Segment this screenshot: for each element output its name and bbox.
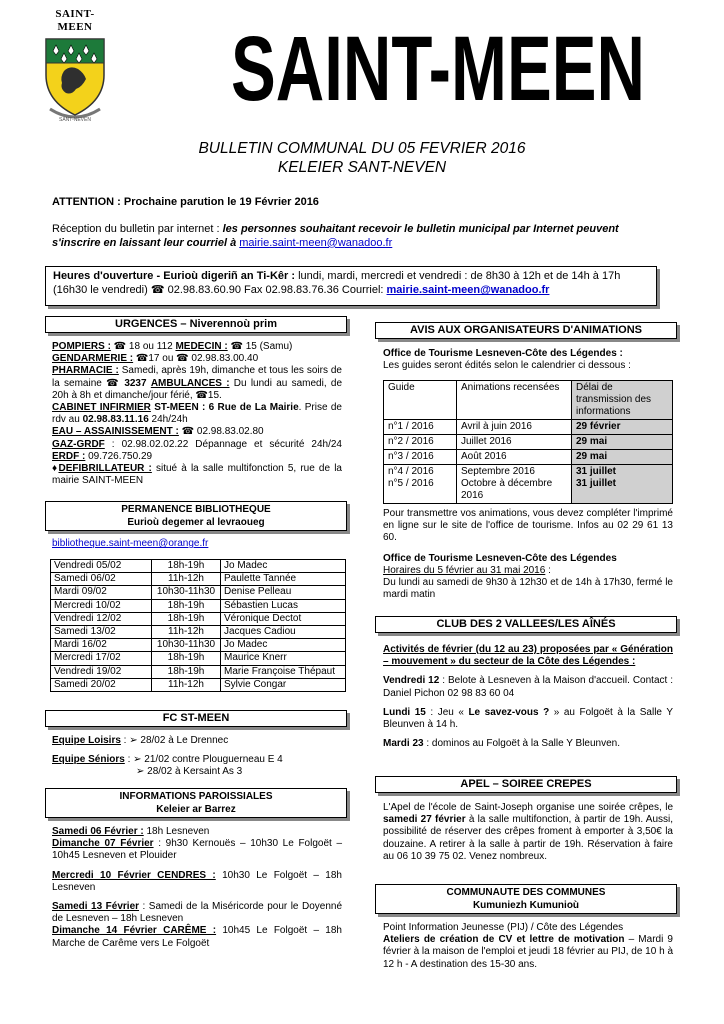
opening-hours-box: [45, 266, 657, 306]
defib-label: DEFIBRILLATEUR :: [58, 462, 152, 474]
infirmier-tail: 24h/24h: [148, 414, 188, 426]
medecin-label: MEDECIN :: [175, 341, 228, 352]
club-line2-text: : Jeu «: [425, 706, 469, 718]
seniors-label: Equipe Séniors: [52, 754, 125, 766]
bib-date-cell: Vendredi 05/02: [51, 560, 152, 573]
apel-text1: L'Apel de l'école de Saint-Joseph organise une soirée crêpes, le: [383, 802, 673, 813]
bib-time-cell: 18h-19h: [152, 612, 221, 625]
paroisse-line2-text: : 9h30 Kernouës – 10h30 Le Folgoët – 10h45 Lesneven et Plouider: [52, 838, 343, 862]
guide-guide-cell: n°1 / 2016: [384, 420, 457, 435]
office2-hours: Horaires du 5 février au 31 mai 2016: [383, 564, 546, 576]
seniors-text2: ➢ 28/02 à Kersaint As 3: [136, 766, 243, 778]
paroisse-line5-text: 10h45 Le Folgoët – 18h Marche de Carême vers Le Folgoët: [52, 925, 342, 949]
paroisse-line4-text: : Samedi de la Miséricorde pour le Doyenné de Lesneven – 18h Lesneven: [52, 900, 343, 925]
office2-text: Du lundi au samedi de 9h30 à 12h30 et de 14h à 17h30, fermé le mardi matin: [383, 576, 673, 601]
medecin-text: ☎ 15 (Samu): [227, 341, 293, 352]
guide-animations-cell: Septembre 2016 Octobre à décembre 2016: [457, 465, 572, 504]
gendarmerie-label: GENDARMERIE :: [52, 353, 134, 365]
infirmier-address: ST-MEEN : 6 Rue de La Mairie: [150, 401, 299, 413]
table-row: [51, 626, 346, 639]
bib-name-cell: Denise Pelleau: [221, 586, 346, 599]
bib-name-cell: Marie Françoise Thépaut: [221, 665, 346, 678]
office2-label: Office de Tourisme Lesneven-Côte des Légendes: [383, 552, 617, 564]
defibrillator-icon: ♦: [52, 462, 59, 474]
reception-email-link[interactable]: mairie.saint-meen@wanadoo.fr: [239, 236, 393, 249]
table-row: [51, 665, 346, 678]
paroisse-header-line1: INFORMATIONS PAROISSIALES: [119, 791, 273, 802]
bibliotheque-schedule-table: [50, 559, 346, 692]
office-text: Les guides seront édités selon le calendrier ci dessous :: [383, 360, 631, 372]
fc-section: [52, 735, 342, 779]
ccomm-text1: Point Information Jeunesse (PIJ) / Côte des Légendes: [383, 922, 624, 933]
guides-head-animations: Animations recensées: [457, 381, 572, 420]
ccomm-ateliers: Ateliers de création de CV et lettre de motivation: [383, 934, 625, 946]
table-row: [51, 639, 346, 652]
attention-notice: ATTENTION : Prochaine parution le 19 Février 2016: [52, 196, 319, 208]
bib-time-cell: 10h30-11h30: [152, 586, 221, 599]
bib-date-cell: Samedi 20/02: [51, 678, 152, 691]
reception-notice: [52, 223, 662, 251]
transmit-text: Pour transmettre vos animations, vous devez compléter l'imprimé en ligne sur le site de l'office de tourisme. Infos au 02 29 61 13 60.: [383, 508, 673, 544]
paroisse-line4-label: Samedi 13 Février: [52, 900, 140, 912]
bib-time-cell: 18h-19h: [152, 652, 221, 665]
ccomm-header: [375, 884, 677, 914]
coat-of-arms-icon: [40, 35, 110, 123]
table-row: [51, 678, 346, 691]
office-label: Office de Tourisme Lesneven-Côte des Légendes :: [383, 348, 623, 359]
guides-head-delai: Délai de transmission des informations: [572, 381, 673, 420]
loisirs-text: : ➢ 28/02 à Le Drennec: [120, 735, 229, 746]
bib-date-cell: Mercredi 10/02: [51, 599, 152, 612]
guide-animations-cell: Juillet 2016: [457, 435, 572, 450]
bib-date-cell: Mardi 09/02: [51, 586, 152, 599]
apel-section: [383, 802, 673, 863]
paroisse-line3-label: Mercredi 10 Février CENDRES :: [52, 869, 216, 881]
eau-text: ☎ 02.98.83.02.80: [178, 426, 264, 438]
table-row: [51, 612, 346, 625]
bib-date-cell: Samedi 06/02: [51, 573, 152, 586]
table-row: [384, 420, 673, 435]
paroisse-line1-text: 18h Lesneven: [143, 826, 210, 837]
bib-time-cell: 10h30-11h30: [152, 639, 221, 652]
table-row: [384, 450, 673, 465]
hours-email-link[interactable]: mairie.saint-meen@wanadoo.fr: [386, 284, 550, 297]
office2-colon: :: [545, 564, 551, 576]
club-line3-label: Mardi 23: [383, 738, 424, 750]
avis-header: AVIS AUX ORGANISATEURS D'ANIMATIONS: [375, 322, 677, 339]
avis-section: [383, 348, 673, 372]
eau-label: EAU – ASSAINISSEMENT :: [52, 426, 179, 438]
ambulances-label: AMBULANCES :: [150, 377, 230, 389]
guide-animations-cell: Août 2016: [457, 450, 572, 465]
pharmacie-text: Samedi, après 19h, dimanche et tous les soirs de la semaine ☎: [52, 365, 342, 389]
table-row: [384, 465, 673, 504]
bibliotheque-email-link[interactable]: bibliotheque.saint-meen@orange.fr: [52, 538, 209, 549]
guide-guide-cell: n°2 / 2016: [384, 435, 457, 450]
avis-more: [383, 508, 673, 601]
club-line3-text: : dominos au Folgoët à la Salle Y Bleunven.: [423, 738, 621, 750]
club-line1-label: Vendredi 12: [383, 675, 440, 687]
gendarmerie-text: ☎17 ou ☎ 02.98.83.00.40: [133, 353, 259, 365]
guide-delai-cell: 29 février: [572, 420, 673, 435]
club-intro: Activités de février (du 12 au 23) proposées par « Génération – mouvement » du secteur de la Côte des Légendes :: [383, 644, 673, 668]
paroisse-line3-text: 10h30 Le Folgoët – 18h Lesneven: [52, 869, 342, 893]
commune-crest: [40, 8, 110, 123]
guides-head-guide: Guide: [384, 381, 457, 420]
guide-guide-cell: n°3 / 2016: [384, 450, 457, 465]
bib-name-cell: Sébastien Lucas: [221, 599, 346, 612]
guide-animations-cell: Avril à juin 2016: [457, 420, 572, 435]
infirmier-number: 02.98.83.11.16: [82, 414, 149, 426]
bib-time-cell: 18h-19h: [152, 665, 221, 678]
guide-guide-cell: n°4 / 2016 n°5 / 2016: [384, 465, 457, 504]
bibliotheque-header-line2: Eurioù degemer al levraoueg: [127, 517, 265, 528]
club-line2-label: Lundi 15: [383, 706, 426, 718]
bib-date-cell: Mardi 16/02: [51, 639, 152, 652]
bib-name-cell: Jacques Cadiou: [221, 626, 346, 639]
hours-text: lundi, mardi, mercredi et vendredi : de 8h30 à 12h et de 14h à 17h (16h30 le vendredi) ☎ 02.98.83.60.90 Fax 02.98.83.76.36 Courriel:: [53, 270, 621, 297]
defib-text: situé à la salle multifonction 5, rue de la mairie SAINT-MEEN: [52, 462, 342, 487]
big-title: [228, 18, 648, 113]
club-header: CLUB DES 2 VALLEES/LES AÎNÉS: [375, 616, 677, 633]
club-line2-bold: Le savez-vous ?: [468, 706, 550, 718]
bib-date-cell: Samedi 13/02: [51, 626, 152, 639]
table-row: [384, 435, 673, 450]
bib-name-cell: Sylvie Congar: [221, 678, 346, 691]
paroisse-line2-label: Dimanche 07 Février: [52, 838, 154, 850]
ccomm-section: [383, 922, 673, 971]
loisirs-label: Equipe Loisirs: [52, 735, 121, 746]
ccomm-header-line2: Kumuniezh Kumunioù: [472, 900, 580, 911]
ambulances-text: Du lundi au samedi, de 20h à 8h et dimanche/jour férié, ☎15.: [52, 377, 343, 401]
bulletin-title: [0, 140, 724, 178]
gaz-label: GAZ-GRDF: [52, 438, 105, 450]
gaz-text: : 02.98.02.02.22 Dépannage et sécurité 24h/24: [104, 438, 342, 450]
ccomm-header-line1: COMMUNAUTE DES COMMUNES: [446, 887, 606, 898]
bib-name-cell: Jo Madec: [221, 639, 346, 652]
ccomm-text2: – Mardi 9 février à la maison de l'emploi et jeudi 18 février au PIJ, de 10 h à 12 h - A destination des 15-30 ans.: [383, 934, 673, 970]
guide-delai-cell: 31 juillet 31 juillet: [572, 465, 673, 504]
bib-name-cell: Véronique Dectot: [221, 612, 346, 625]
urgences-header: URGENCES – Niverennoù prim: [45, 316, 347, 333]
bib-name-cell: Jo Madec: [221, 560, 346, 573]
table-row: [51, 652, 346, 665]
reception-emphasis: les personnes souhaitant recevoir le bulletin municipal par Internet peuvent s'inscrire en laissant leur courriel à: [52, 223, 619, 249]
paroisse-line5-label: Dimanche 14 Février CARÊME :: [52, 925, 217, 937]
pharmacie-number: 3237: [124, 377, 147, 389]
erdf-label: ERDF :: [52, 450, 86, 462]
seniors-text1: : ➢ 21/02 contre Plouguerneau E 4: [124, 754, 283, 766]
bib-time-cell: 18h-19h: [152, 599, 221, 612]
bibliotheque-header-line1: PERMANENCE BIBLIOTHEQUE: [121, 504, 271, 515]
paroisse-header-line2: Keleier ar Barrez: [156, 804, 236, 815]
table-row: [51, 573, 346, 586]
table-row: [51, 586, 346, 599]
apel-text2: à la salle multifonction, à partir de 19h. Aussi, possibilité de réserver des crêpes froment à emporter à 3,50€ la douzaine. A retirer à la salle à partir de 19h. Réservation à faire au 06 10 39 75 02. Venez nombreux.: [383, 814, 674, 862]
club-line1-text: : Belote à Lesneven à la Maison d'accueil. Contact : Daniel Pichon 02 98 83 60 04: [383, 675, 674, 699]
apel-header: APEL – SOIREE CREPES: [375, 776, 677, 793]
erdf-text: 09.726.750.29: [85, 450, 153, 462]
big-title-text: SAINT-MEEN: [231, 18, 645, 113]
paroisse-header: [45, 788, 347, 818]
bib-date-cell: Vendredi 12/02: [51, 612, 152, 625]
guide-delai-cell: 29 mai: [572, 435, 673, 450]
bib-time-cell: 11h-12h: [152, 678, 221, 691]
bulletin-title-line2: KELEIER SANT-NEVEN: [277, 158, 447, 176]
bib-date-cell: Mercredi 17/02: [51, 652, 152, 665]
pompiers-text: ☎ 18 ou 112: [110, 341, 176, 352]
crest-label: SAINT-MEEN: [55, 8, 95, 34]
reception-intro: Réception du bulletin par internet :: [52, 223, 223, 235]
pompiers-label: POMPIERS :: [52, 341, 111, 352]
infirmier-label: CABINET INFIRMIER: [52, 401, 151, 413]
bibliotheque-header: [45, 501, 347, 531]
urgences-section: [52, 341, 342, 487]
club-line2-tail: » au Folgoët à la Salle Y Bleunven à 14 h.: [383, 706, 673, 730]
pharmacie-label: PHARMACIE :: [52, 365, 119, 377]
paroisse-line1-label: Samedi 06 Février :: [52, 826, 144, 837]
infirmier-rdv: . Prise de rdv au: [52, 401, 342, 426]
bib-time-cell: 18h-19h: [152, 560, 221, 573]
bib-time-cell: 11h-12h: [152, 573, 221, 586]
club-section: [383, 644, 673, 750]
guide-delai-cell: 29 mai: [572, 450, 673, 465]
bib-time-cell: 11h-12h: [152, 626, 221, 639]
bib-date-cell: Vendredi 19/02: [51, 665, 152, 678]
table-row: [51, 560, 346, 573]
guides-table: [383, 380, 673, 504]
bib-name-cell: Paulette Tannée: [221, 573, 346, 586]
crest-motto: SANT-NEVEN: [59, 116, 91, 123]
hours-label: Heures d'ouverture - Eurioù digeriñ an Ti-Kêr :: [53, 270, 296, 282]
table-row: [51, 599, 346, 612]
apel-date: samedi 27 février: [383, 814, 466, 826]
bib-name-cell: Maurice Knerr: [221, 652, 346, 665]
bulletin-title-line1: BULLETIN COMMUNAL DU 05 FEVRIER 2016: [198, 140, 526, 157]
fc-header: FC ST-MEEN: [45, 710, 347, 727]
paroisse-section: [52, 826, 342, 950]
